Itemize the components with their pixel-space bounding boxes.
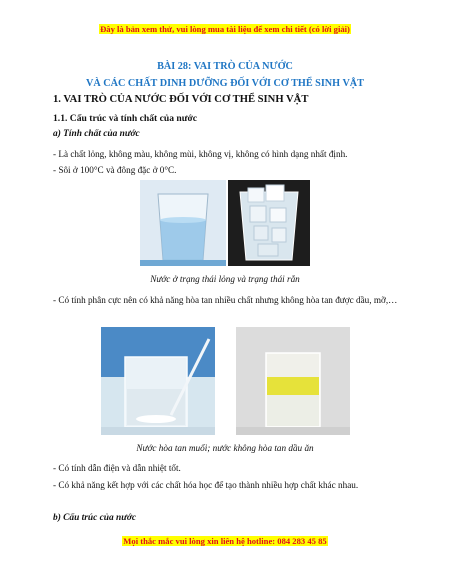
lesson-title: BÀI 28: VAI TRÒ CỦA NƯỚC [157,61,293,72]
oil-water-beaker-image [236,327,350,435]
part-a-heading: a) Tính chất của nước [53,129,140,139]
hotline-banner [0,536,450,546]
water-glass-image [140,180,226,266]
paragraph-conductivity: - Có tính dẫn điện và dẫn nhiệt tốt. [53,463,181,473]
section-heading: 1. VAI TRÒ CỦA NƯỚC ĐỐI VỚI CƠ THỂ SINH VẬT [53,94,309,105]
paragraph-properties-2: - Sôi ở 100°C và đông đặc ở 0°C. [53,165,177,175]
paragraph-polarity: - Có tính phân cực nên có khả năng hòa tan nhiều chất nhưng không hòa tan được dầu, mỡ,… [53,295,398,305]
paragraph-properties-1: - Là chất lỏng, không màu, không mùi, không vị, không có hình dạng nhất định. [53,149,348,159]
figure-caption-solubility: Nước hòa tan muối; nước không hòa tan dầu ăn [136,443,314,453]
ice-glass-image [228,180,310,266]
salt-dissolving-beaker-image [101,327,215,435]
subsection-heading: 1.1. Cấu trúc và tính chất của nước [53,113,198,124]
part-b-heading: b) Cấu trúc của nước [53,513,137,523]
preview-notice-banner [0,24,450,34]
paragraph-reactivity: - Có khả năng kết hợp với các chất hóa học để tạo thành nhiều hợp chất khác nhau. [53,480,359,490]
figure-caption-states: Nước ở trạng thái lỏng và trạng thái rắn [150,274,300,284]
hotline-text: Mọi thắc mắc vui lòng xin liên hệ hotline: 084 283 45 85 [123,536,327,546]
preview-notice-text: Đây là bản xem thử, vui lòng mua tài liệu để xem chi tiết (có lời giải) [100,24,350,34]
lesson-subtitle: VÀ CÁC CHẤT DINH DƯỠNG ĐỐI VỚI CƠ THỂ SINH VẬT [86,78,364,89]
